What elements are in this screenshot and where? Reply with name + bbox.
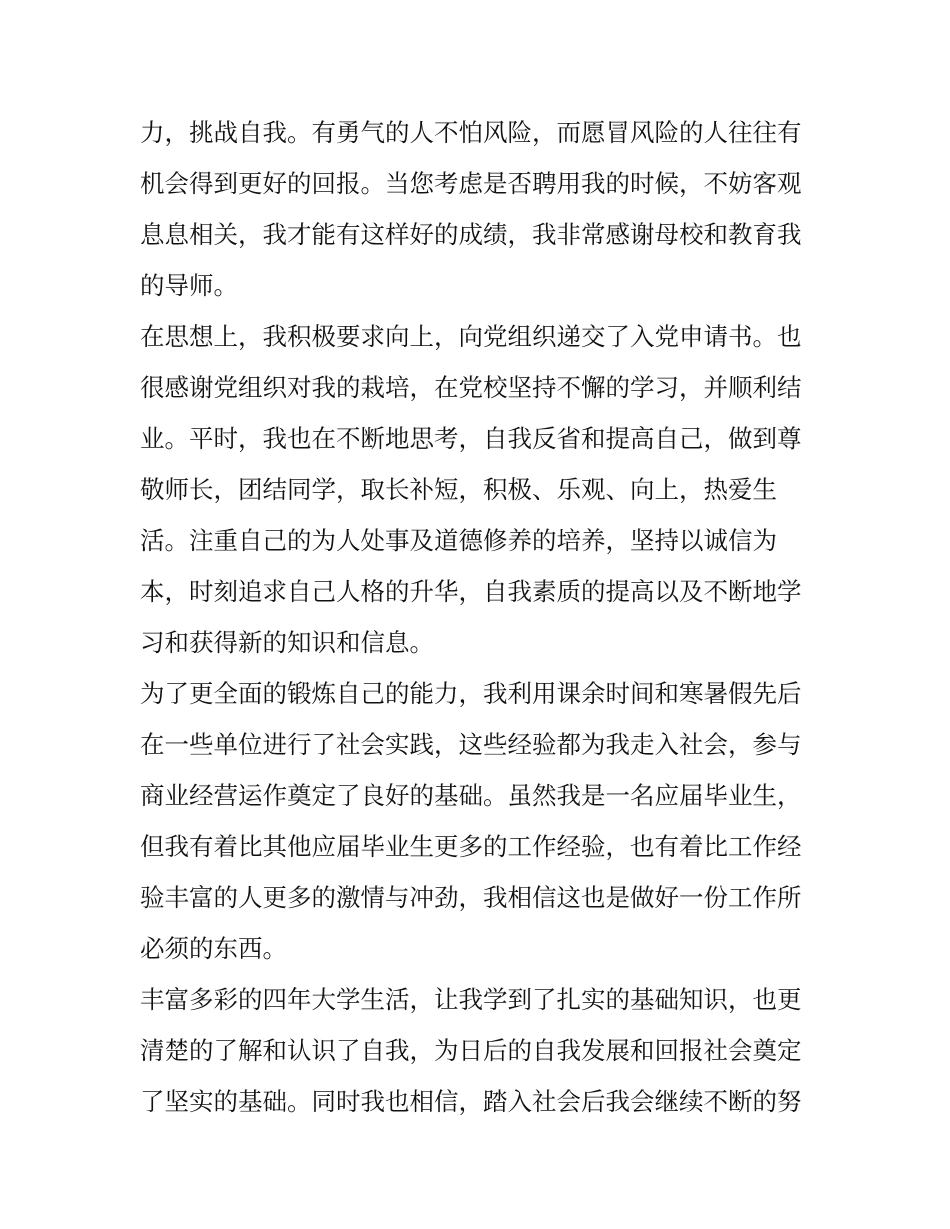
text-line: 本，时刻追求自己人格的升华，自我素质的提高以及不断地学 bbox=[140, 577, 802, 606]
text-line: 但我有着比其他应届毕业生更多的工作经验，也有着比工作经 bbox=[140, 832, 802, 861]
text-line: 了坚实的基础。同时我也相信，踏入社会后我会继续不断的努 bbox=[140, 1087, 802, 1116]
text-line: 很感谢党组织对我的栽培，在党校坚持不懈的学习，并顺利结 bbox=[140, 373, 802, 402]
text-line: 商业经营运作奠定了良好的基础。虽然我是一名应届毕业生， bbox=[140, 781, 802, 810]
text-line: 机会得到更好的回报。当您考虑是否聘用我的时候，不妨客观 bbox=[140, 169, 802, 198]
text-line: 活。注重自己的为人处事及道德修养的培养，坚持以诚信为 bbox=[140, 526, 777, 555]
text-line: 的导师。 bbox=[140, 271, 238, 300]
text-line: 力，挑战自我。有勇气的人不怕风险，而愿冒风险的人往往有 bbox=[140, 118, 802, 147]
text-line: 息息相关，我才能有这样好的成绩，我非常感谢母校和教育我 bbox=[140, 220, 802, 249]
body-text bbox=[140, 107, 820, 1127]
text-line: 为了更全面的锻炼自己的能力，我利用课余时间和寒暑假先后 bbox=[140, 679, 802, 708]
text-line: 验丰富的人更多的激情与冲劲，我相信这也是做好一份工作所 bbox=[140, 883, 802, 912]
text-line: 敬师长，团结同学，取长补短，积极、乐观、向上，热爱生 bbox=[140, 475, 777, 504]
text-line: 丰富多彩的四年大学生活，让我学到了扎实的基础知识，也更 bbox=[140, 985, 802, 1014]
text-line: 在一些单位进行了社会实践，这些经验都为我走入社会，参与 bbox=[140, 730, 802, 759]
text-line: 必须的东西。 bbox=[140, 934, 287, 963]
text-line: 业。平时，我也在不断地思考，自我反省和提高自己，做到尊 bbox=[140, 424, 802, 453]
text-line: 在思想上，我积极要求向上，向党组织递交了入党申请书。也 bbox=[140, 322, 802, 351]
text-line: 习和获得新的知识和信息。 bbox=[140, 628, 434, 657]
text-line: 清楚的了解和认识了自我，为日后的自我发展和回报社会奠定 bbox=[140, 1036, 802, 1065]
